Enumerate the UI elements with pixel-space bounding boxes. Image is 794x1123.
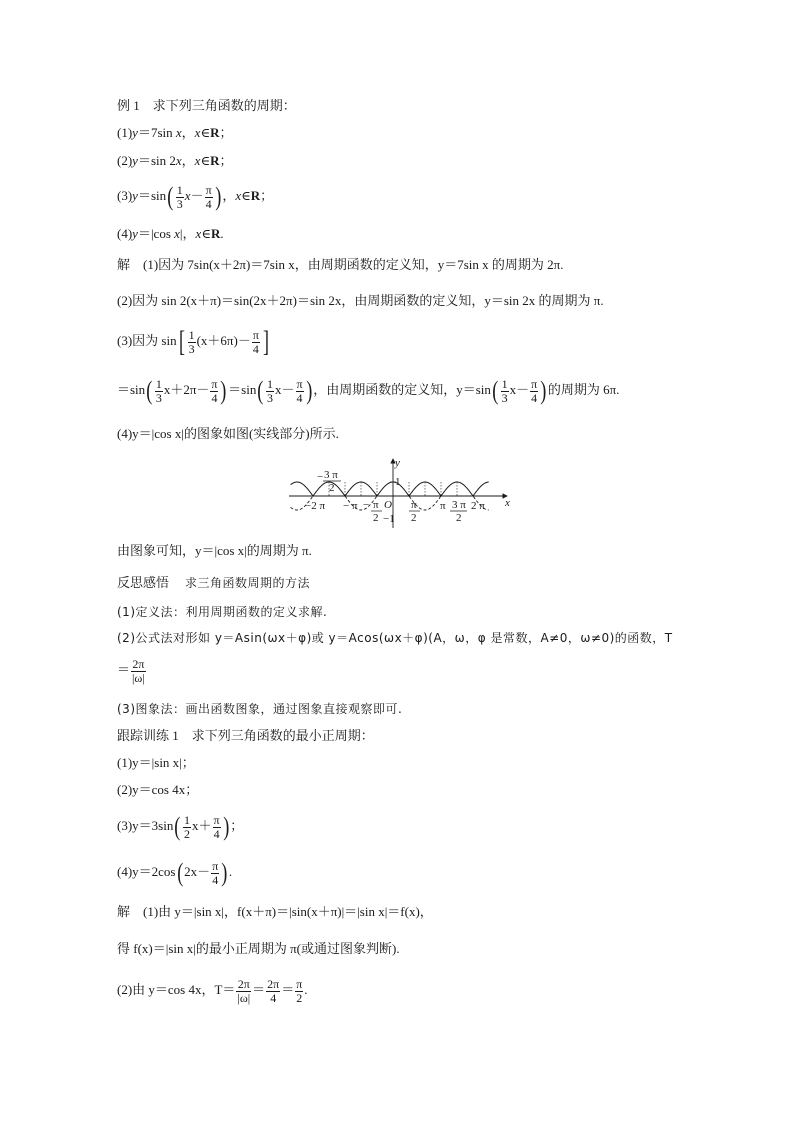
tick-label-minus-3pi-2-num: 3 π [324,469,338,481]
minus-one-label: −1 [383,513,395,525]
fraction: $\frac{\pi}{4}$ [212,858,219,887]
solution-5: 由图象可知，y＝|cos x|的周期为 π. [117,543,312,558]
training-solution-1: 解 (1)由 y＝|sin x|，f(x＋π)＝|sin(x＋π)|＝|sin x|＝f(x)， [117,904,433,919]
solution-2: (2)因为 sin 2(x＋π)＝sin(2x＋2π)＝sin 2x，由周期函数的定义知，y＝sin 2x 的周期为 π. [117,293,604,308]
origin-label: O [384,499,392,511]
method-1: (1)定义法：利用周期函数的定义求解. [117,605,328,619]
example-part-2: (2)y＝sin 2x，x∈R； [117,153,233,168]
example-part-3: (3)y＝sin( $\frac{1}{3}$ x－ $\frac{\pi}{4}$ )，x∈R； [117,182,274,212]
tick-label-minus-3pi-2-den: 2 [329,482,335,494]
training-part-4: (4)y＝2cos(2x－ $\frac{\pi}{4}$ ). [117,858,233,888]
training-part-3: (3)y＝3sin( $\frac{1}{2}$ x＋ $\frac{\pi}{4}$ )； [117,812,244,842]
example-part-4: (4)y＝|cos x|，x∈R. [117,226,224,241]
fraction: $\frac{\pi}{4}$ [296,376,303,405]
tick-label-minus-2pi: −2 π [305,500,326,512]
one-label: 1 [395,476,401,488]
tick-label-3pi-2-num: 3 π [452,499,466,511]
fraction: $\frac{2\pi}{4}$ [267,976,280,1005]
y-axis-label: y [395,457,400,469]
solution-4: (4)y＝|cos x|的图象如图(实线部分)所示. [117,426,339,441]
solution-1: 解 (1)因为 7sin(x＋2π)＝7sin x，由周期函数的定义知，y＝7sin x 的周期为 2π. [117,257,564,272]
reflection-heading: 反思感悟 求三角函数周期的方法 [117,575,311,590]
tick-label-3pi-2-den: 2 [456,512,462,524]
example-title: 例 1 求下列三角函数的周期： [117,98,296,113]
tick-label-pi-2-num: π [411,499,417,511]
fraction: $\frac{\pi}{4}$ [252,327,259,356]
method-2: (2)公式法对形如 y＝Asin(ωx＋φ)或 y＝Acos(ωx＋φ)(A，ω，φ 是常数，A≠0，ω≠0)的函数，T [117,631,673,645]
tick-label-minus-3pi-2-sign: − [317,471,324,483]
fraction: $\frac{\pi}{4}$ [211,376,218,405]
tick-label-pi-2-den: 2 [411,512,417,524]
training-solution-3: (2)由 y＝cos 4x，T＝ $\frac{2\pi}{|\omega|}$ ＝ $\frac{2\pi}{4}$ ＝ $\frac{\pi}{2}$ . [117,976,308,1005]
method-3: (3)图象法：画出函数图象，通过图象直接观察即可. [117,702,403,716]
fraction: $\frac{2\pi}{|\omega|}$ [132,656,145,685]
tick-label-minus-pi: − π [343,500,358,512]
fraction: $\frac{1}{3}$ [267,376,273,405]
x-axis-label: x [505,497,510,509]
fraction: $\frac{1}{3}$ [188,327,195,356]
fraction: $\frac{1}{3}$ [501,376,508,405]
method-2-formula: ＝ $\frac{2\pi}{|\omega|}$ [117,656,145,685]
fraction: $\frac{2\pi}{|\omega|}$ [237,976,251,1005]
training-part-1: (1)y＝|sin x|； [117,755,195,770]
training-title: 跟踪训练 1 求下列三角函数的最小正周期： [117,728,374,743]
example-part-1: (1)y＝7sin x，x∈R； [117,125,233,140]
fraction: $\frac{\pi}{4}$ [205,182,212,211]
fraction: $\frac{\pi}{4}$ [213,812,220,841]
training-part-2: (2)y＝cos 4x； [117,782,199,797]
fraction: $\frac{\pi}{2}$ [296,976,303,1005]
tick-label-2pi: 2 π [471,500,485,512]
training-solution-2: 得 f(x)＝|sin x|的最小正周期为 π(或通过图象判断). [117,941,400,956]
abs-cos-solid-curve [291,482,489,496]
tick-label-pi: π [440,500,446,512]
solution-3-line-1: (3)因为 sin[ $\frac{1}{3}$ (x＋6π)－ $\frac{\pi}{4}$ ] [117,325,269,359]
solution-3-line-2: ＝sin( $\frac{1}{3}$ x＋2π－ $\frac{\pi}{4}$ )＝sin( $\frac{1}{3}$ x－ $\frac{\pi}{4}$ )，由周期函数的定义知，y＝sin( $\frac{1}{3}$ x－ $\frac{\pi}{4}$ )的周期为 6π. [117,376,620,406]
tick-label-minus-pi-2-num: π [373,499,379,511]
fraction: $\frac{1}{3}$ [176,182,183,211]
fraction: $\frac{1}{2}$ [184,812,191,841]
abs-cos-graph [285,456,515,530]
fraction: $\frac{\pi}{4}$ [531,376,538,405]
tick-label-minus-pi-2-sign: − [363,499,370,511]
fraction: $\frac{1}{3}$ [155,376,162,405]
tick-label-minus-pi-2-den: 2 [373,512,379,524]
